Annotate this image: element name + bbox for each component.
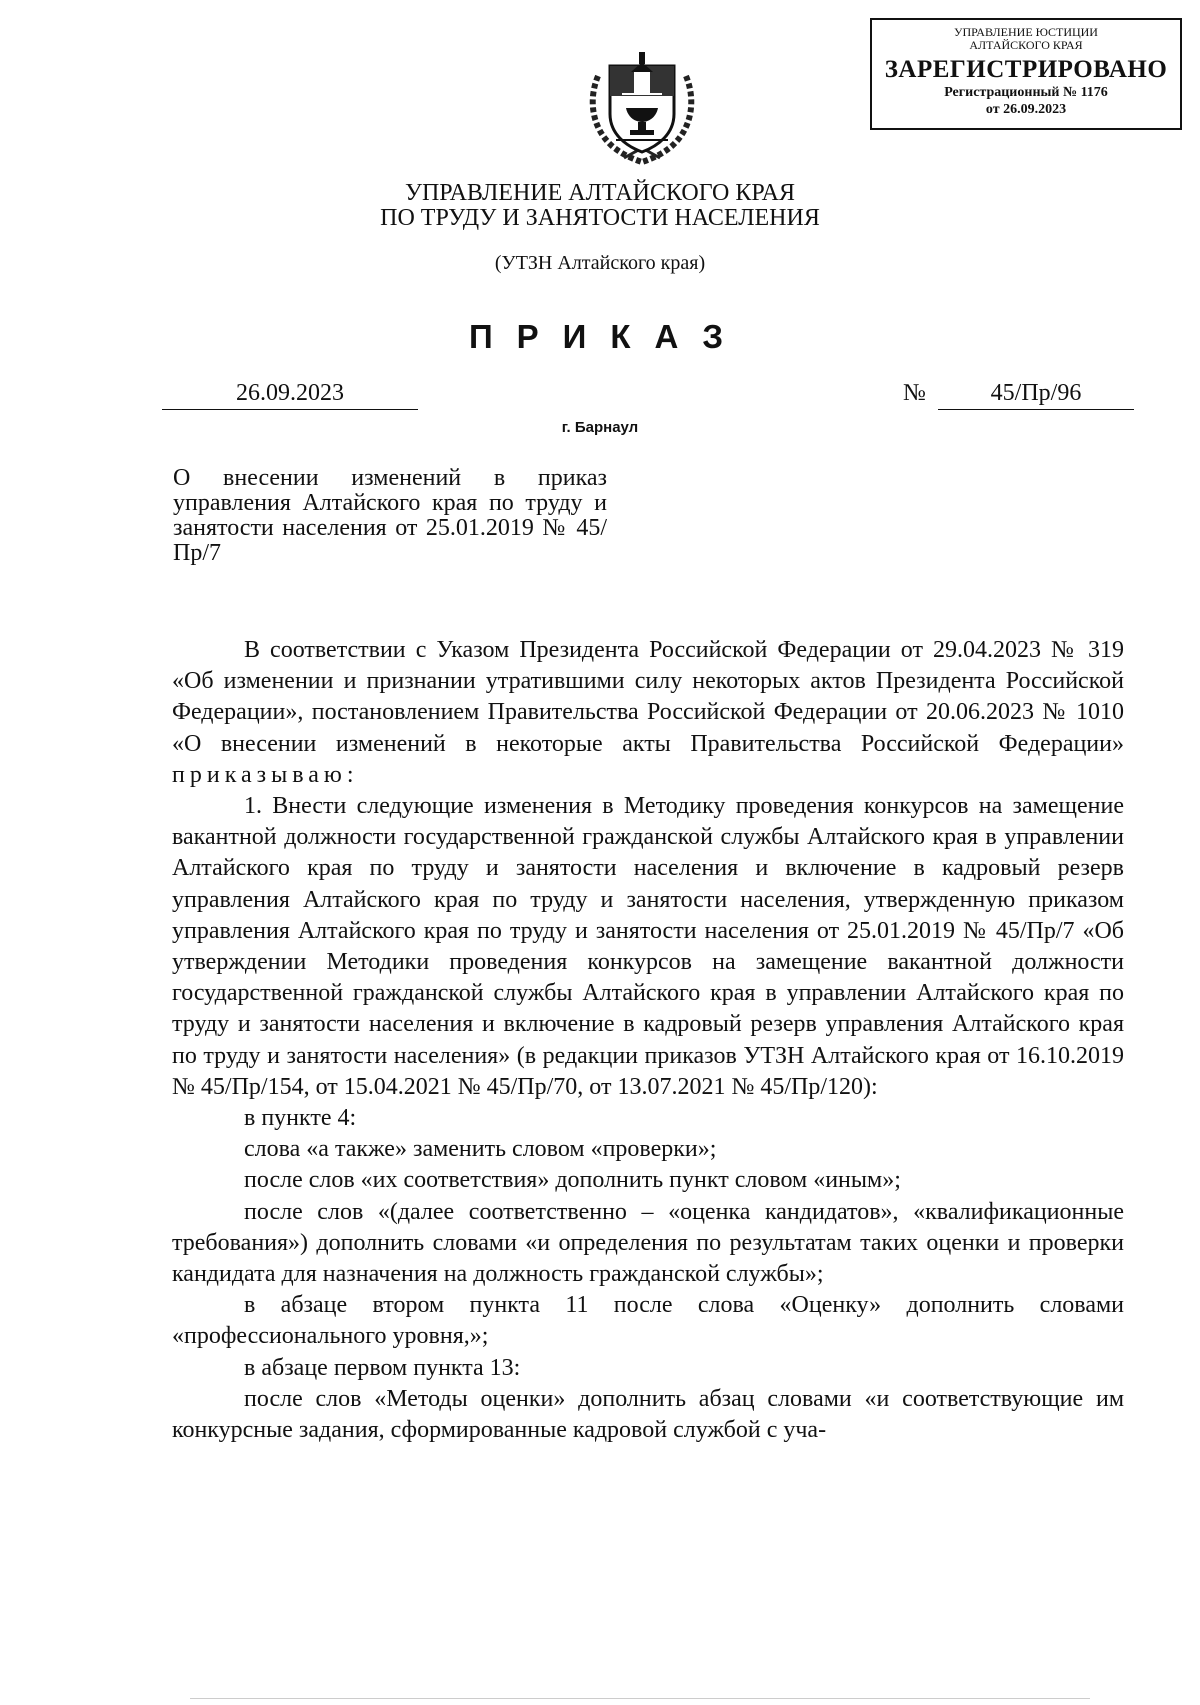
document-number: 45/Пр/96 xyxy=(938,380,1134,410)
order-word: приказываю: xyxy=(172,761,359,788)
document-body xyxy=(172,635,1124,1446)
stamp-status: ЗАРЕГИСТРИРОВАНО xyxy=(884,56,1168,83)
point-4-change-a: слова «а также» заменить словом «проверки»; xyxy=(244,1136,717,1163)
stamp-authority xyxy=(872,26,1180,52)
stamp-authority-line2: АЛТАЙСКОГО КРАЯ xyxy=(969,38,1083,52)
agency-name-line2: ПО ТРУДУ И ЗАНЯТОСТИ НАСЕЛЕНИЯ xyxy=(380,205,820,231)
document-type-title: ПРИКАЗ xyxy=(468,318,748,355)
item-1-paragraph: 1. Внести следующие изменения в Методику проведения конкурсов на замещение вакантной должности государственной гражданской службы Алтайского края в управлении Алтайского края по труду и занятости населения и включение в кадровый резерв управления Алтайского края по труду и занятости населения, утвержденную приказом управления Алтайского края по труду и занятости населения от 25.01.2019 № 45/Пр/7 «Об утверждении Методики проведения конкурсов на замещение вакантной должности государственной гражданской службы Алтайского края в управлении Алтайского края по труду и занятости населения и включение в кадровый резерв управления Алтайского края по труду и занятости населения» (в редакции приказов УТЗН Алтайского края от 16.10.2019 № 45/Пр/154, от 15.04.2021 № 45/Пр/70, от 13.07.2021 № 45/Пр/120): xyxy=(172,793,1124,1100)
stamp-reg-number: Регистрационный № 1176 xyxy=(944,85,1108,100)
point-13-change-a: после слов «Методы оценки» дополнить абзац словами «и соответствующие им конкурсные задания, сформированные кадровой службой с уча- xyxy=(172,1385,1124,1444)
preamble-text: В соответствии с Указом Президента Российской Федерации от 29.04.2023 № 319 «Об изменении и признании утратившими силу некоторых актов Президента Российской Федерации», постановлением Правительства Российской Федерации от 20.06.2023 № 1010 «О внесении изменений в некоторые акты Правительства Российской Федерации» xyxy=(172,637,1124,757)
document-date: 26.09.2023 xyxy=(162,380,418,410)
stamp-authority-line1: УПРАВЛЕНИЕ ЮСТИЦИИ xyxy=(954,25,1098,39)
bottom-scan-line xyxy=(190,1698,1090,1699)
number-sign: № xyxy=(903,380,926,406)
agency-name-line1: УПРАВЛЕНИЕ АЛТАЙСКОГО КРАЯ xyxy=(404,180,795,206)
document-subject: О внесении изменений в приказ управления Алтайского края по труду и занятости населения от 25.01.2019 № 45/Пр/7 xyxy=(173,465,607,566)
stamp-reg-date: от 26.09.2023 xyxy=(985,102,1067,117)
document-city: г. Барнаул xyxy=(561,419,639,436)
coat-of-arms-emblem xyxy=(582,36,702,166)
point-4-heading: в пункте 4: xyxy=(244,1105,357,1132)
registration-stamp xyxy=(870,18,1182,130)
point-4-change-b: после слов «их соответствия» дополнить пункт словом «иным»; xyxy=(244,1167,901,1194)
point-13-heading: в абзаце первом пункта 13: xyxy=(244,1354,521,1381)
point-4-change-c: после слов «(далее соответственно – «оценка кандидатов», «квалификационные требования») дополнить словами «и определения по результатам таких оценки и проверки кандидата для назначения на должность гражданской службы»; xyxy=(172,1198,1124,1288)
agency-abbreviation: (УТЗН Алтайского края) xyxy=(494,252,706,274)
point-11-change: в абзаце втором пункта 11 после слова «Оценку» дополнить словами «профессионального уровня,»; xyxy=(172,1292,1124,1350)
preamble-paragraph xyxy=(172,635,1124,791)
